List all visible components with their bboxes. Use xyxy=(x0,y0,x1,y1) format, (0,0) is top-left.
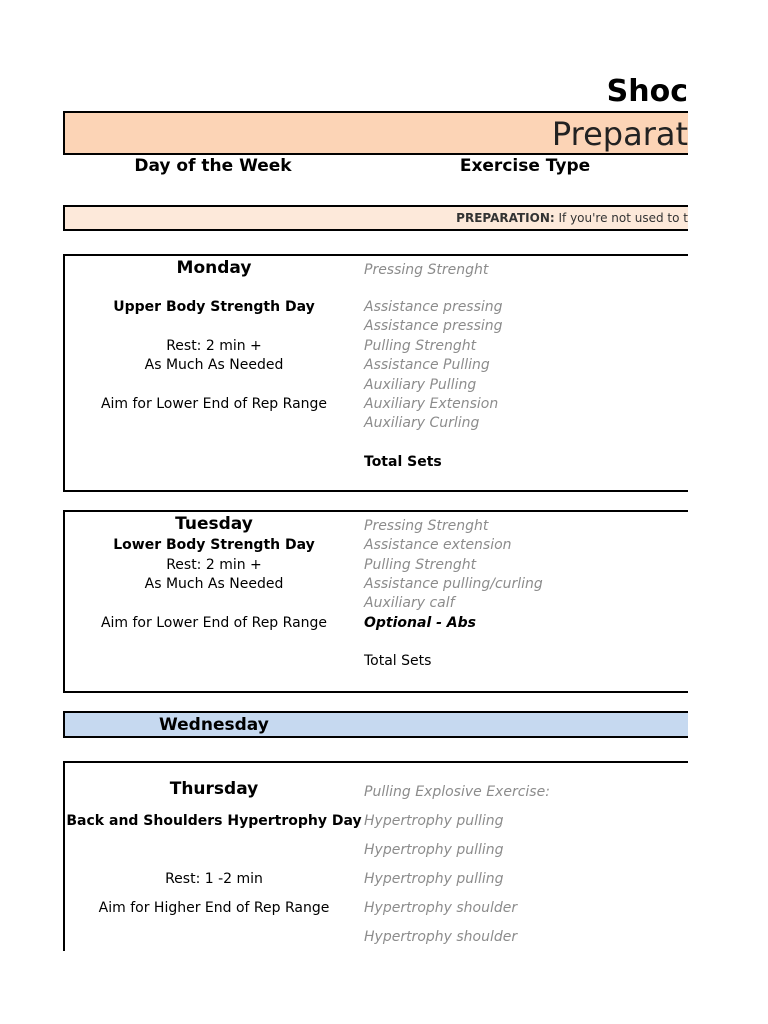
thursday-title: Thursday xyxy=(169,779,259,799)
exercise-item: Hypertrophy pulling xyxy=(364,871,504,887)
preparation-note-text xyxy=(456,211,688,225)
exercise-item: Auxiliary Extension xyxy=(364,396,499,412)
monday-rest-note: As Much As Needed xyxy=(144,357,284,373)
thursday-rest: Rest: 1 -2 min xyxy=(165,871,263,887)
thursday-subtitle: Back and Shoulders Hypertrophy Day xyxy=(66,813,362,829)
exercise-item: Hypertrophy shoulder xyxy=(364,929,518,945)
preparation-body: If you're not used to t xyxy=(554,211,688,225)
day-column-header: Day of the Week xyxy=(134,156,292,176)
wednesday-title: Wednesday xyxy=(159,715,269,735)
monday-total-sets: Total Sets xyxy=(364,454,442,470)
tuesday-subtitle: Lower Body Strength Day xyxy=(113,537,315,553)
phase-banner xyxy=(63,111,688,155)
thursday-block xyxy=(63,761,688,951)
page-title: Shoc xyxy=(606,74,688,109)
exercise-item: Assistance Pulling xyxy=(364,357,490,373)
exercise-item: Assistance pressing xyxy=(364,299,503,315)
thursday-aim: Aim for Higher End of Rep Range xyxy=(98,900,330,916)
monday-subtitle: Upper Body Strength Day xyxy=(113,299,315,315)
exercise-item: Assistance pulling/curling xyxy=(364,576,543,592)
exercise-item: Hypertrophy pulling xyxy=(364,813,504,829)
monday-rest: Rest: 2 min + xyxy=(166,338,262,354)
exercise-item: Auxiliary Curling xyxy=(364,415,480,431)
preparation-label: PREPARATION: xyxy=(456,211,555,225)
tuesday-title: Tuesday xyxy=(175,514,253,534)
tuesday-aim: Aim for Lower End of Rep Range xyxy=(100,615,328,631)
exercise-item: Pulling Strenght xyxy=(364,557,477,573)
tuesday-rest-note: As Much As Needed xyxy=(144,576,284,592)
monday-block xyxy=(63,254,688,492)
tuesday-rest: Rest: 2 min + xyxy=(166,557,262,573)
exercise-item: Pressing Strenght xyxy=(364,262,489,278)
exercise-column-header: Exercise Type xyxy=(459,156,591,176)
exercise-item: Auxiliary calf xyxy=(364,595,455,611)
exercise-item: Assistance pressing xyxy=(364,318,503,334)
exercise-item: Pressing Strenght xyxy=(364,518,489,534)
exercise-item: Assistance extension xyxy=(364,537,512,553)
preparation-note xyxy=(63,205,688,231)
phase-title: Preparat xyxy=(551,115,688,153)
tuesday-optional-abs: Optional - Abs xyxy=(364,615,476,631)
exercise-item: Hypertrophy pulling xyxy=(364,842,504,858)
exercise-item: Pulling Explosive Exercise: xyxy=(364,784,550,800)
tuesday-block xyxy=(63,510,688,693)
tuesday-total-sets: Total Sets xyxy=(364,653,432,669)
exercise-item: Auxiliary Pulling xyxy=(364,377,477,393)
exercise-item: Pulling Strenght xyxy=(364,338,477,354)
monday-title: Monday xyxy=(176,258,252,278)
exercise-item: Hypertrophy shoulder xyxy=(364,900,518,916)
wednesday-block xyxy=(63,711,688,738)
monday-aim: Aim for Lower End of Rep Range xyxy=(100,396,328,412)
